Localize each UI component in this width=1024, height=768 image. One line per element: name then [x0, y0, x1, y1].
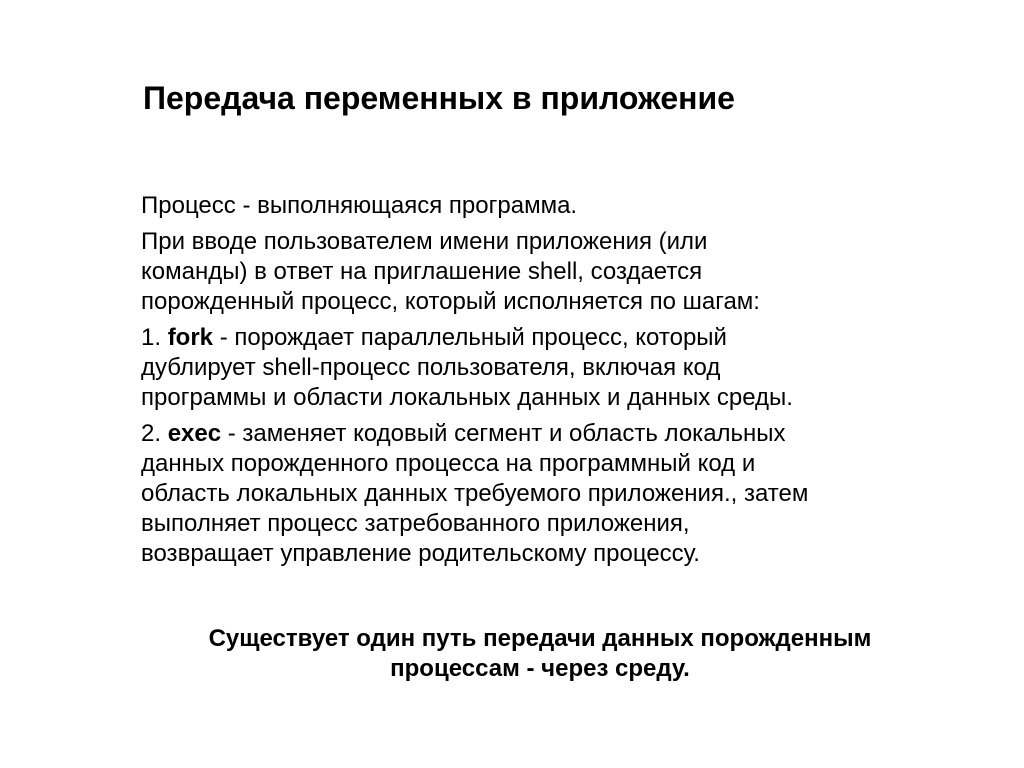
paragraph-line: возвращает управление родительскому процессу.	[141, 540, 700, 567]
paragraph-line: - порождает параллельный процесс, который	[213, 324, 727, 351]
conclusion-text	[120, 624, 960, 684]
paragraph-line: порожденный процесс, который исполняется по шагам:	[141, 288, 760, 315]
conclusion-line: процессам - через среду.	[390, 655, 690, 682]
paragraph-line: программы и области локальных данных и данных среды.	[141, 384, 793, 411]
paragraph-line: выполняет процесс затребованного приложения,	[141, 510, 690, 537]
slide-title: Передача переменных в приложение	[143, 80, 735, 116]
conclusion-line: Существует один путь передачи данных порожденным	[208, 625, 872, 652]
paragraph-line: данных порожденного процесса на программный код и	[141, 450, 756, 477]
paragraph-line: команды) в ответ на приглашение shell, создается	[141, 258, 703, 285]
paragraph-line: - заменяет кодовый сегмент и область локальных	[221, 420, 786, 447]
paragraph-line: область локальных данных требуемого приложения., затем	[141, 480, 809, 507]
paragraph-process-creation	[141, 227, 951, 317]
paragraph-step-fork	[141, 323, 951, 413]
step-number: 1.	[141, 324, 168, 351]
paragraph-text: Процесс - выполняющаяся программа.	[141, 192, 578, 219]
paragraph-process-definition	[141, 191, 951, 221]
keyword-fork: fork	[167, 324, 214, 351]
paragraph-step-exec	[141, 419, 951, 569]
slide-body	[141, 191, 951, 575]
step-number: 2.	[141, 420, 168, 447]
paragraph-line: дублирует shell-процесс пользователя, включая код	[141, 354, 721, 381]
paragraph-line: При вводе пользователем имени приложения (или	[141, 228, 708, 255]
keyword-exec: exec	[167, 420, 222, 447]
